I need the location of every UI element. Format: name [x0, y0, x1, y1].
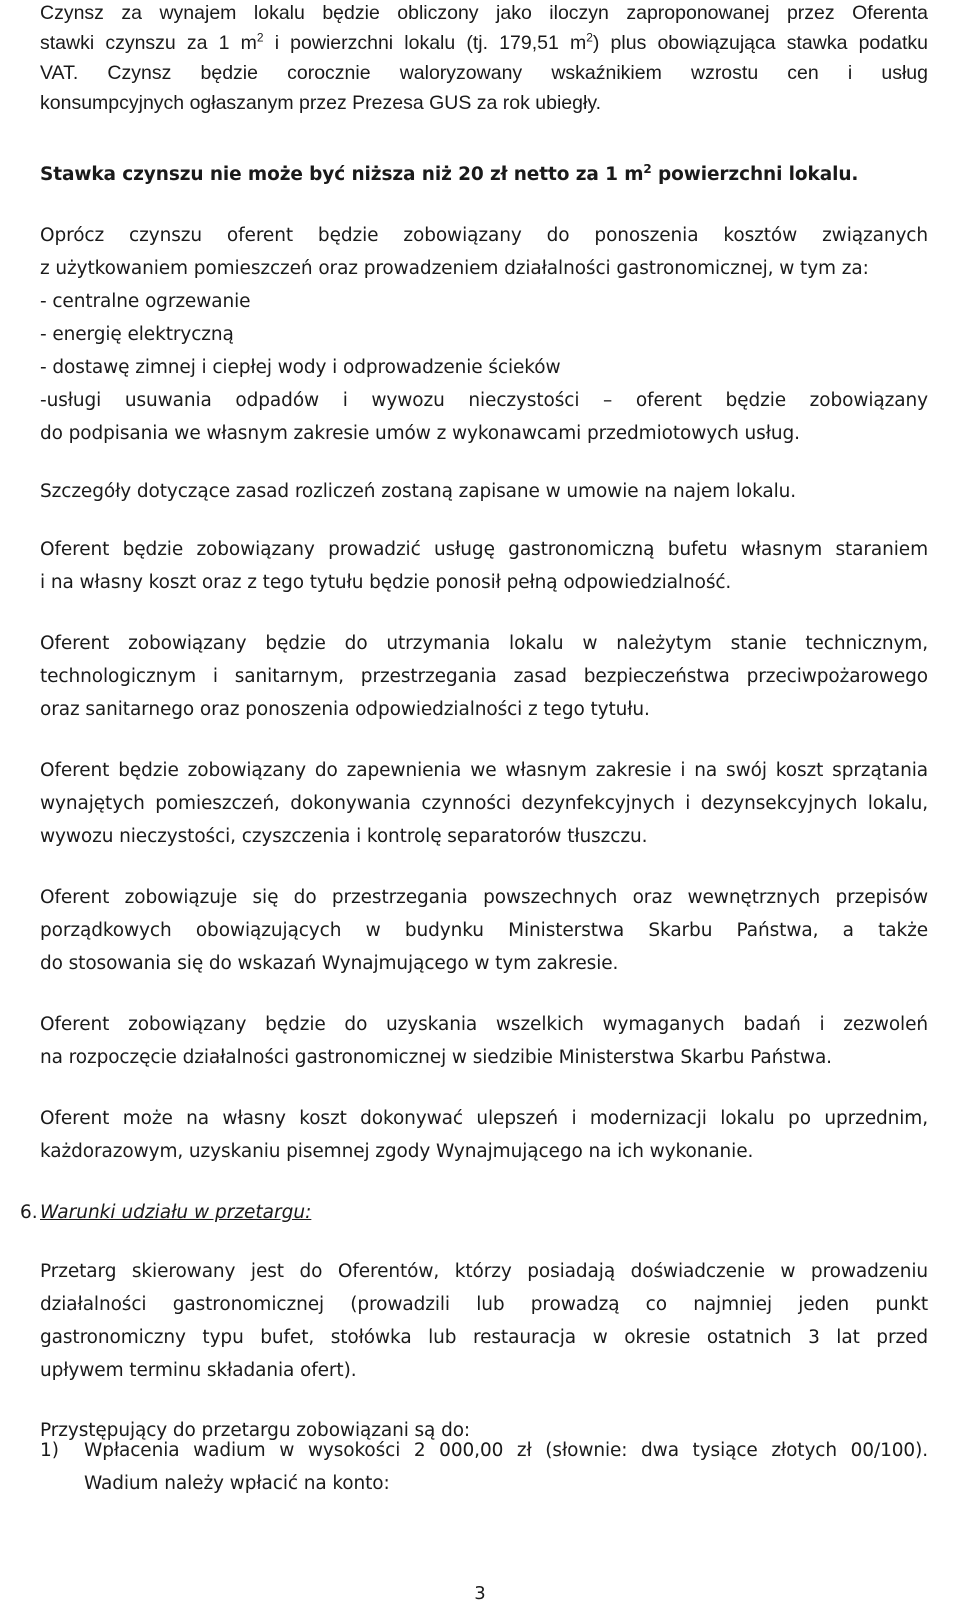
section-heading: Warunki udziału w przetargu:: [40, 1202, 312, 1223]
text-line: działalności gastronomicznej (prowadzili lub prowadzą co najmniej jeden punkt: [40, 1294, 928, 1315]
text-line: Czynsz za wynajem lokalu będzie obliczony jako iloczyn zaproponowanej przez Oferenta: [40, 2, 928, 24]
text-line: Przystępujący do przetargu zobowiązani są do:: [40, 1420, 471, 1441]
text-line: na rozpoczęcie działalności gastronomicznej w siedzibie Ministerstwa Skarbu Państwa.: [40, 1047, 832, 1068]
text-line: i na własny koszt oraz z tego tytułu będzie ponosił pełną odpowiedzialność.: [40, 572, 732, 593]
text-line: do stosowania się do wskazań Wynajmującego w tym zakresie.: [40, 953, 619, 974]
cost-item: -usługi usuwania odpadów i wywozu nieczystości – oferent będzie zobowiązany: [40, 390, 928, 411]
text-line: z użytkowaniem pomieszczeń oraz prowadzeniem działalności gastronomicznej, w tym za:: [40, 258, 869, 279]
text-line: oraz sanitarnego oraz ponoszenia odpowiedzialności z tego tytułu.: [40, 699, 650, 720]
settlement-details-paragraph: [40, 475, 928, 508]
text-line: Oferent zobowiązany będzie do utrzymania lokalu w należytym stanie technicznym,: [40, 633, 928, 654]
text-line: każdorazowym, uzyskaniu pisemnej zgody Wynajmującego na ich wykonanie.: [40, 1141, 754, 1162]
text-line: porządkowych obowiązujących w budynku Ministerstwa Skarbu Państwa, a także: [40, 920, 928, 941]
text-line: technologicznym i sanitarnym, przestrzegania zasad bezpieczeństwa przeciwpożarowego: [40, 666, 928, 687]
text-line: Oferent zobowiązany będzie do uzyskania wszelkich wymaganych badań i zezwoleń: [40, 1014, 928, 1035]
catering-service-paragraph: [40, 533, 928, 599]
text-line: Oferent może na własny koszt dokonywać ulepszeń i modernizacji lokalu po uprzednim,: [40, 1108, 928, 1129]
superscript: 2: [643, 161, 652, 176]
text-line: konsumpcyjnych ogłaszanym przez Prezesa GUS za rok ubiegły.: [40, 92, 602, 114]
text-line: wywozu nieczystości, czyszczenia i kontrolę separatorów tłuszczu.: [40, 826, 648, 847]
text-line: VAT. Czynsz będzie corocznie waloryzowany wskaźnikiem wzrostu cen i usług: [40, 62, 928, 84]
text-line: Oprócz czynszu oferent będzie zobowiązany do ponoszenia kosztów związanych: [40, 225, 928, 246]
text-line: Wpłacenia wadium w wysokości 2 000,00 zł (słownie: dwa tysiące złotych 00/100).: [84, 1440, 928, 1461]
regulations-paragraph: [40, 881, 928, 980]
text-line: Przetarg skierowany jest do Oferentów, którzy posiadają doświadczenie w prowadzeniu: [40, 1261, 928, 1282]
minimum-rent-statement: [40, 158, 928, 191]
permits-paragraph: [40, 1008, 928, 1074]
improvements-paragraph: [40, 1102, 928, 1168]
text-line: upływem terminu składania ofert).: [40, 1360, 357, 1381]
text-line: Szczegóły dotyczące zasad rozliczeń zostaną zapisane w umowie na najem lokalu.: [40, 481, 797, 502]
text-span: Stawka czynszu nie może być niższa niż 20 zł netto za 1 m: [40, 164, 644, 185]
text-line: Oferent zobowiązuje się do przestrzegania powszechnych oraz wewnętrznych przepisów: [40, 887, 928, 908]
cost-item: - dostawę zimnej i ciepłej wody i odprowadzenie ścieków: [40, 357, 561, 378]
text-span: powierzchni lokalu.: [651, 164, 859, 185]
text-line: Oferent będzie zobowiązany do zapewnienia we własnym zakresie i na swój koszt sprzątania: [40, 760, 928, 781]
rent-calculation-paragraph: [40, 0, 928, 118]
text-span: ) plus obowiązująca stawka podatku: [592, 32, 928, 54]
text-line: Oferent będzie zobowiązany prowadzić usługę gastronomiczną bufetu własnym staraniem: [40, 539, 928, 560]
superscript: 2: [256, 30, 264, 45]
section-number: 6.: [20, 1202, 38, 1223]
text-line: gastronomiczny typu bufet, stołówka lub restauracja w okresie ostatnich 3 lat przed: [40, 1327, 928, 1348]
text-line: [40, 28, 928, 58]
page-number: 3: [474, 1583, 486, 1604]
text-line: Wadium należy wpłacić na konto:: [84, 1473, 390, 1494]
cleaning-paragraph: [40, 754, 928, 853]
deposit-text: [84, 1434, 928, 1500]
text-span: stawki czynszu za 1 m: [40, 32, 257, 54]
text-span: i powierzchni lokalu (tj. 179,51 m: [263, 32, 587, 54]
text-line: wynajętych pomieszczeń, dokonywania czynności dezynfekcyjnych i dezynsekcyjnych lokalu,: [40, 793, 928, 814]
tender-eligibility-paragraph: [40, 1255, 928, 1387]
cost-item: - centralne ogrzewanie: [40, 291, 251, 312]
superscript: 2: [586, 30, 593, 45]
list-item-number: 1): [40, 1440, 59, 1461]
additional-costs-paragraph: [40, 219, 928, 450]
text-line: do podpisania we własnym zakresie umów z wykonawcami przedmiotowych usług.: [40, 423, 800, 444]
cost-item: - energię elektryczną: [40, 324, 234, 345]
maintenance-paragraph: [40, 627, 928, 726]
